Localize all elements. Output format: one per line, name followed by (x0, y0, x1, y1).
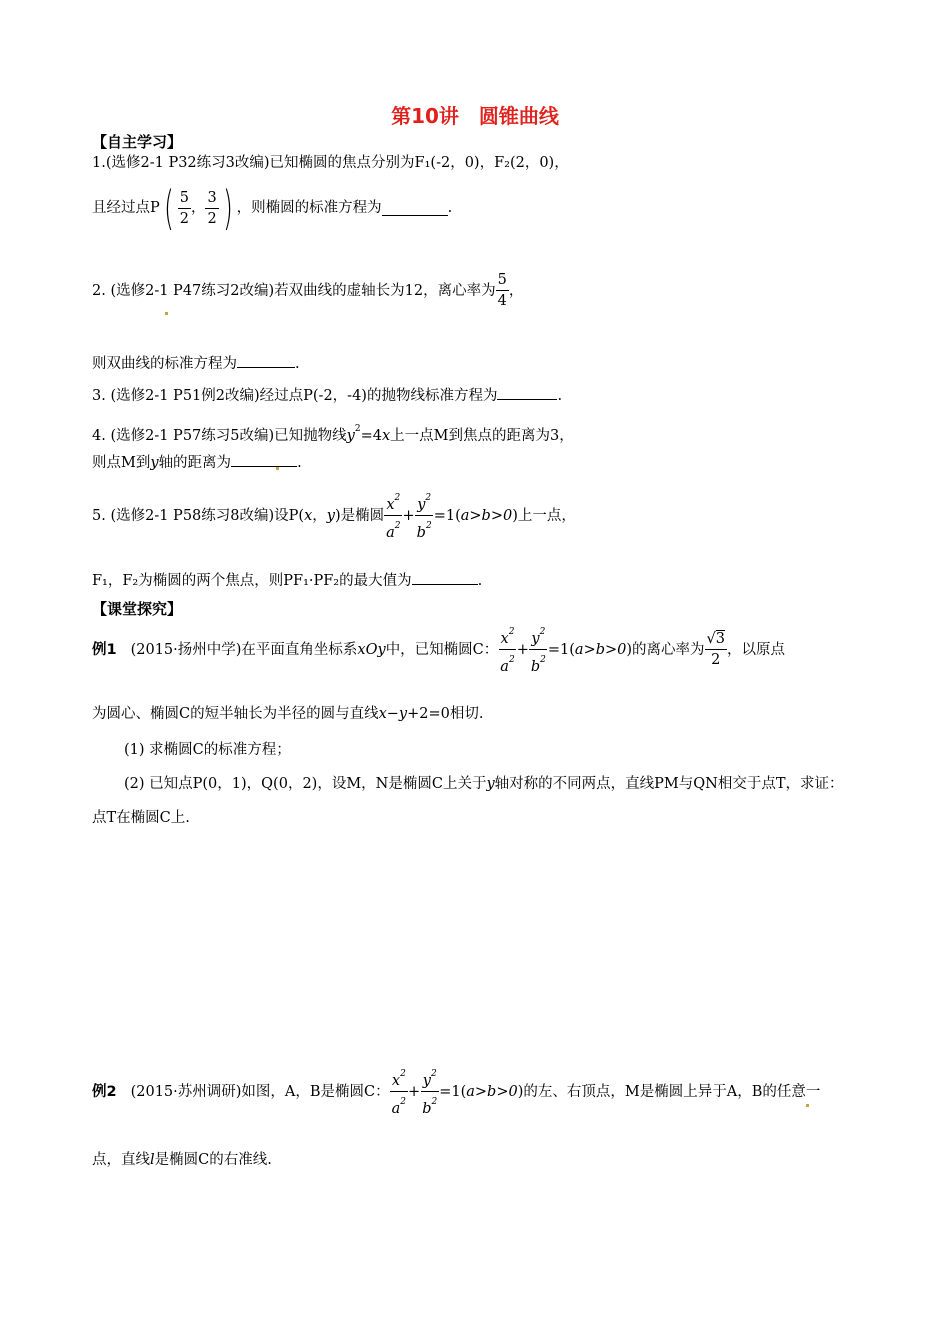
ex1-part1: (1) 求椭圆C的标准方程； (124, 742, 291, 758)
q2-pre: 2. (选修2-1 P47练习2改编)若双曲线的虚轴长为12，离心率为 (92, 282, 496, 299)
section-class-explore: 【课堂探究】 (92, 600, 183, 618)
ex1-line2: 为圆心、椭圆C的短半轴长为半径的圆与直线x−y+2=0相切. (92, 706, 484, 722)
q1-frac-1: $\frac{5}{2}$ (179, 189, 189, 227)
ellipse-x-frac: $\frac{x^2}{a^2}$ (384, 488, 402, 543)
section-self-study: 【自主学习】 (92, 133, 183, 151)
ellipse-x-frac: $\frac{x^2}{a^2}$ (390, 1064, 408, 1119)
answer-blank (412, 570, 478, 585)
q1-post: ，则椭圆的标准方程为 (236, 200, 382, 216)
ellipse-y-frac: $\frac{y^2}{b^2}$ (529, 622, 548, 677)
q2-line2: 则双曲线的标准方程为 . (92, 353, 300, 374)
ex1-line1: 例1 (2015·扬州中学)在平面直角坐标系 xOy 中，已知椭圆C： $\frac{x^2}{a^2}$ + $\frac{y^2}{b^2}$ =1( a>b>0 )的离心率为 $\frac{√3}{2}$ ，以原点 (92, 622, 785, 677)
page-title: 第10讲 圆锥曲线 (391, 104, 559, 128)
answer-blank (382, 201, 448, 216)
q2-line1: 2. (选修2-1 P47练习2改编)若双曲线的虚轴长为12，离心率为 $\frac{5}{4}$ ， (92, 272, 524, 309)
ellipse-y-frac: $\frac{y^2}{b^2}$ (420, 1064, 439, 1119)
ellipse-x-frac: $\frac{x^2}{a^2}$ (498, 622, 516, 677)
scan-mark (165, 312, 168, 315)
answer-blank (237, 353, 295, 368)
ex1-label: 例1 (92, 641, 117, 658)
scan-mark (806, 1104, 809, 1107)
answer-blank (231, 452, 297, 467)
q3-line: 3. (选修2-1 P51例2改编)经过点P(-2，-4)的抛物线标准方程为 . (92, 385, 562, 406)
ex2-line2: 点，直线l是椭圆C的右准线. (92, 1152, 272, 1168)
ex2-label: 例2 (92, 1083, 117, 1100)
ex1-part2-line2: 点T在椭圆C上. (92, 810, 190, 826)
q1-comma: ， (190, 200, 206, 216)
q1-pre: 且经过点P (92, 200, 160, 216)
q4-line2: 则点M到y轴的距离为 . (92, 452, 302, 473)
q5-line2: F₁，F₂为椭圆的两个焦点，则PF₁·PF₂的最大值为 . (92, 570, 482, 591)
q5-line1: 5. (选修2-1 P58练习8改编)设P( x ， y )是椭圆 $\frac{x^2}{a^2}$ + $\frac{y^2}{b^2}$ =1( a>b>0 )上一点， (92, 488, 576, 543)
q1-line2: 且经过点P ( $\frac{5}{2}$ ， $\frac{3}{2}$ ) ，则椭圆的标准方程为 . (92, 181, 453, 235)
ellipse-y-frac: $\frac{y^2}{b^2}$ (415, 488, 434, 543)
ex2-line1: 例2 (2015·苏州调研)如图，A，B是椭圆C： $\frac{x^2}{a^2}$ + $\frac{y^2}{b^2}$ =1( a>b>0 )的左、右顶点，M是椭圆上异于A，B的任意一 (92, 1064, 820, 1119)
q2-frac: $\frac{5}{4}$ (497, 272, 507, 309)
q1-line1: 1.(选修2-1 P32练习3改编)已知椭圆的焦点分别为F₁(-2，0)，F₂(2，0)， (92, 155, 569, 171)
q1-frac-2: $\frac{3}{2}$ (207, 189, 217, 227)
q4-line1: 4. (选修2-1 P57练习5改编)已知抛物线$y^2=4x$上一点M到焦点的距离为3， (92, 424, 574, 444)
answer-blank (497, 385, 557, 400)
eccentricity-frac: $\frac{√3}{2}$ (706, 631, 726, 668)
ex1-part2-line1: (2) 已知点P(0，1)，Q(0，2)，设M，N是椭圆C上关于y轴对称的不同两点，直线PM与QN相交于点T，求证： (124, 776, 844, 792)
right-paren: ) (222, 181, 233, 235)
scan-mark (276, 467, 279, 470)
left-paren: ( (163, 181, 174, 235)
